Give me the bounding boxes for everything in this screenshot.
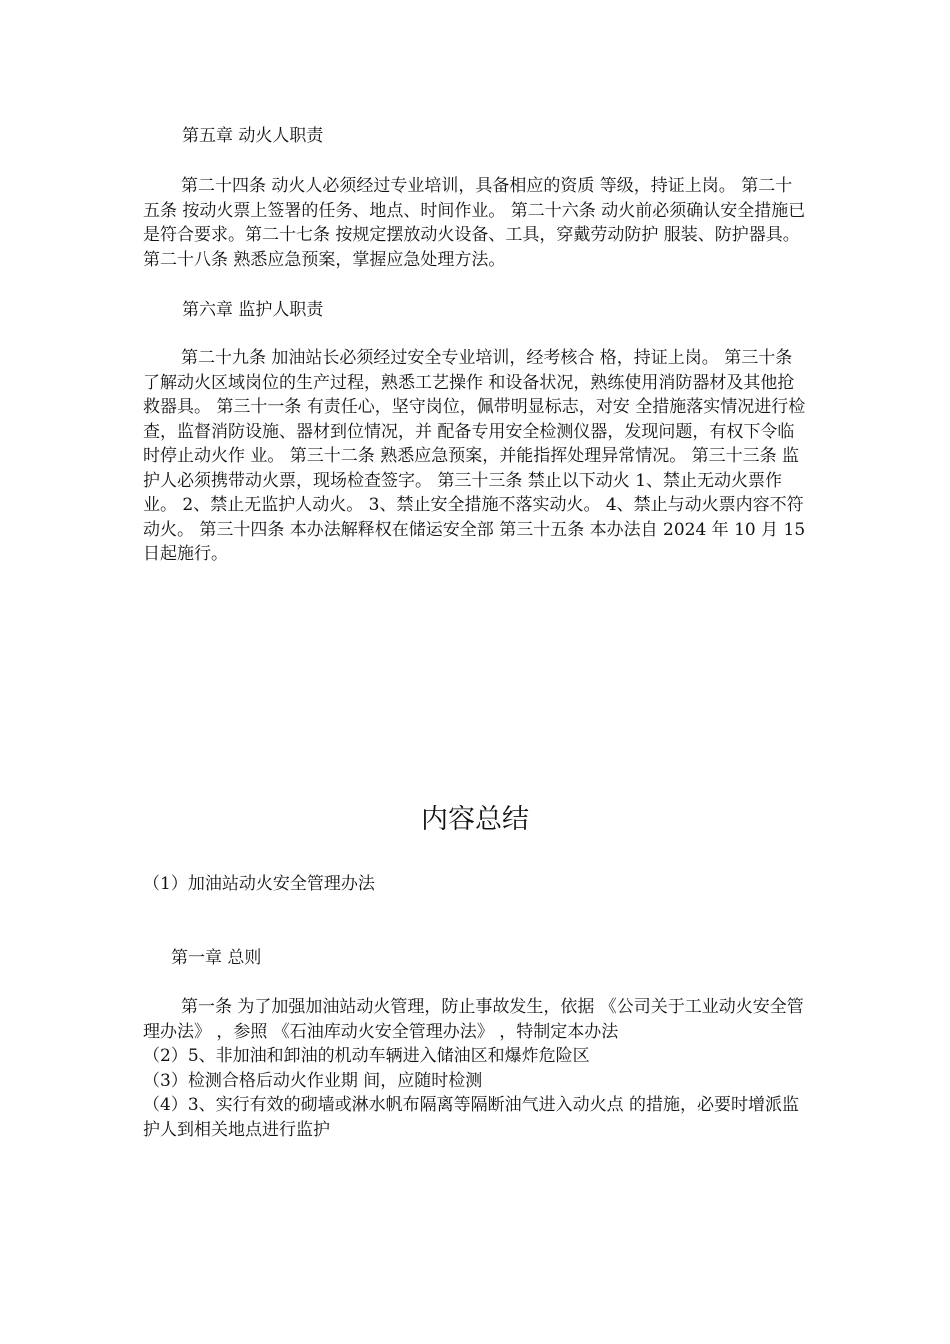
summary-list: [143, 995, 808, 1142]
summary-item-2: （2）5、非加油和卸油的机动车辆进入储油区和爆炸危险区: [143, 1046, 590, 1066]
chapter-6-body: 第二十九条 加油站长必须经过安全专业培训，经考核合 格，持证上岗。 第三十条 了解动火区域岗位的生产过程，熟悉工艺操作 和设备状况，熟练使用消防器材及其他抢救器具。 第三十一条 有责任心，坚守岗位，佩带明显标志，对安 全措施落实情况进行检查，监督消防设施、器材到位情况，并 配备专用安全检测仪器，发现问题，有权下令临时停止动火作 业。 第三十二条 熟悉应急预案，并能指挥处理异常情况。 第三十三条 监护人必须携带动火票，现场检查签字。 第三十三条 禁止以下动火 1、禁止无动火票作业。 2、禁止无监护人动火。 3、禁止安全措施不落实动火。 4、禁止与动火票内容不符动火。 第三十四条 本办法解释权在储运安全部 第三十五条 本办法自 2024 年 10 月 15 日起施行。: [143, 348, 806, 564]
summary-item-1: （1）加油站动火安全管理办法: [143, 874, 375, 894]
summary-title: 内容总结: [421, 804, 529, 835]
summary-item-3: （3）检测合格后动火作业期 间，应随时检测: [143, 1070, 483, 1091]
article-1-text: 第一条 为了加强加油站动火管理，防止事故发生，依据 《公司关于工业动火安全管理办法》 ，参照 《石油库动火安全管理办法》 ，特制定本办法: [143, 997, 804, 1042]
chapter-5-body: 第二十四条 动火人必须经过专业培训，具备相应的资质 等级，持证上岗。 第二十五条 按动火票上签署的任务、地点、时间作业。 第二十六条 动火前必须确认安全措施已是符合要求。第二十七条 按规定摆放动火设备、工具，穿戴劳动防护 服装、防护器具。 第二十八条 熟悉应急预案，掌握应急处理方法。: [143, 176, 806, 270]
chapter-6-heading: 第六章 监护人职责: [182, 300, 324, 320]
chapter-1-heading: 第一章 总则: [171, 948, 262, 968]
summary-item-4: （4）3、实行有效的砌墙或淋水帆布隔离等隔断油气进入动火点 的措施，必要时增派监护人到相关地点进行监护: [143, 1095, 800, 1140]
chapter-5-heading: 第五章 动火人职责: [182, 126, 324, 146]
